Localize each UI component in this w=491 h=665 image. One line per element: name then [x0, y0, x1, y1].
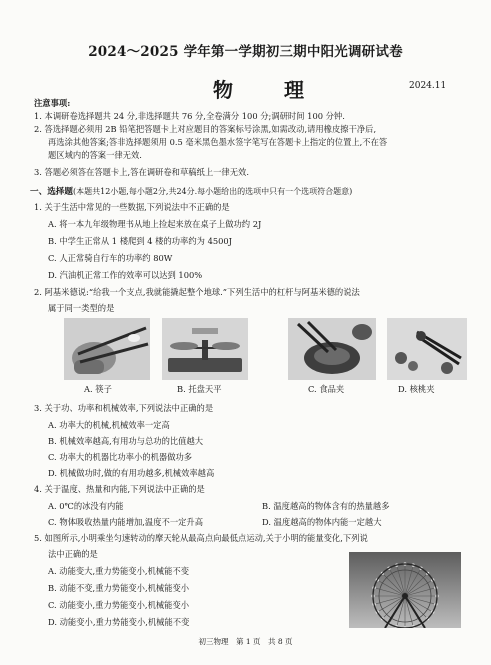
notice-heading: 注意事项: — [34, 98, 71, 108]
option: D. 汽油机正常工作的效率可以达到 100% — [48, 270, 203, 280]
option: D. 机械做功时,做的有用功越多,机械效率越高 — [48, 468, 215, 478]
image-caption: A. 筷子 — [84, 384, 112, 394]
notice-item: 1. 本调研卷选择题共 24 分,非选择题共 76 分,全卷满分 100 分;调研时间 100 分钟. — [34, 111, 345, 121]
image-caption: B. 托盘天平 — [177, 384, 222, 394]
option: C. 功率大的机器比功率小的机器做功多 — [48, 452, 193, 462]
question-stem: 属于同一类型的是 — [48, 303, 115, 313]
option: A. 动能变大,重力势能变小,机械能不变 — [48, 566, 189, 576]
option: A. 功率大的机械,机械效率一定高 — [48, 420, 170, 430]
notice-item: 题区域内的答案一律无效. — [48, 150, 142, 160]
option: B. 中学生正常从 1 楼爬到 4 楼的功率约为 4500J — [48, 236, 233, 246]
notice-item: 2. 答选择题必须用 2B 铅笔把答题卡上对应题目的答案标号涂黑,如需改动,请用橡皮擦干净后, — [34, 124, 377, 134]
option: C. 物体吸收热量内能增加,温度不一定升高 — [48, 517, 204, 527]
option: C. 动能变小,重力势能变小,机械能变小 — [48, 600, 190, 610]
image-caption: D. 核桃夹 — [398, 384, 435, 394]
question-stem: 法中正确的是 — [48, 549, 98, 559]
option: B. 机械效率越高,有用功与总功的比值越大 — [48, 436, 204, 446]
chopsticks-image — [64, 318, 150, 380]
notice-item: 再选涂其他答案;答非选择题须用 0.5 毫米黑色墨水签字笔写在答题卡上指定的位置上,不在答 — [48, 137, 388, 147]
option: C. 人正常骑自行车的功率约 80W — [48, 253, 173, 263]
option: D. 动能变小,重力势能变小,机械能不变 — [48, 617, 190, 627]
question-stem: 1. 关于生活中常见的一些数据,下列说法中不正确的是 — [34, 202, 230, 212]
subject-title: 物 理 — [213, 78, 326, 102]
exam-title: 2024～2025 学年第一学期初三期中阳光调研试卷 — [88, 44, 403, 60]
question-stem: 5. 如图所示,小明乘坐匀速转动的摩天轮从最高点向最低点运动,关于小明的能量变化,下列说 — [34, 533, 368, 543]
section-heading — [30, 185, 352, 197]
option: B. 动能不变,重力势能变小,机械能变小 — [48, 583, 190, 593]
question-stem: 4. 关于温度、热量和内能,下列说法中正确的是 — [34, 484, 205, 494]
question-stem: 3. 关于功、功率和机械效率,下列说法中正确的是 — [34, 403, 214, 413]
section-title: 一、选择题 — [30, 187, 73, 197]
balance-scale-image — [162, 318, 248, 380]
question-stem: 2. 阿基米德说:“给我一个支点,我就能撬起整个地球.”下列生活中的杠杆与阿基米德的说法 — [34, 287, 360, 297]
exam-date: 2024.11 — [409, 81, 447, 91]
option: B. 温度越高的物体含有的热量越多 — [262, 501, 390, 511]
image-caption: C. 食品夹 — [308, 384, 345, 394]
nutcracker-image — [387, 318, 467, 380]
ferris-wheel-image — [349, 552, 461, 628]
option: D. 温度越高的物体内能一定越大 — [262, 517, 382, 527]
food-tongs-image — [288, 318, 376, 380]
option: A. 将一本九年级物理书从地上捡起来放在桌子上做功约 2J — [48, 219, 262, 229]
option: A. 0℃的冰没有内能 — [48, 501, 124, 511]
notice-item: 3. 答题必须答在答题卡上,答在调研卷和草稿纸上一律无效. — [34, 167, 249, 177]
page-footer: 初三物理 第 1 页 共 8 页 — [198, 637, 293, 646]
section-note: (本题共12小题,每小题2分,共24分.每小题给出的选项中只有一个选项符合题意) — [72, 187, 353, 196]
